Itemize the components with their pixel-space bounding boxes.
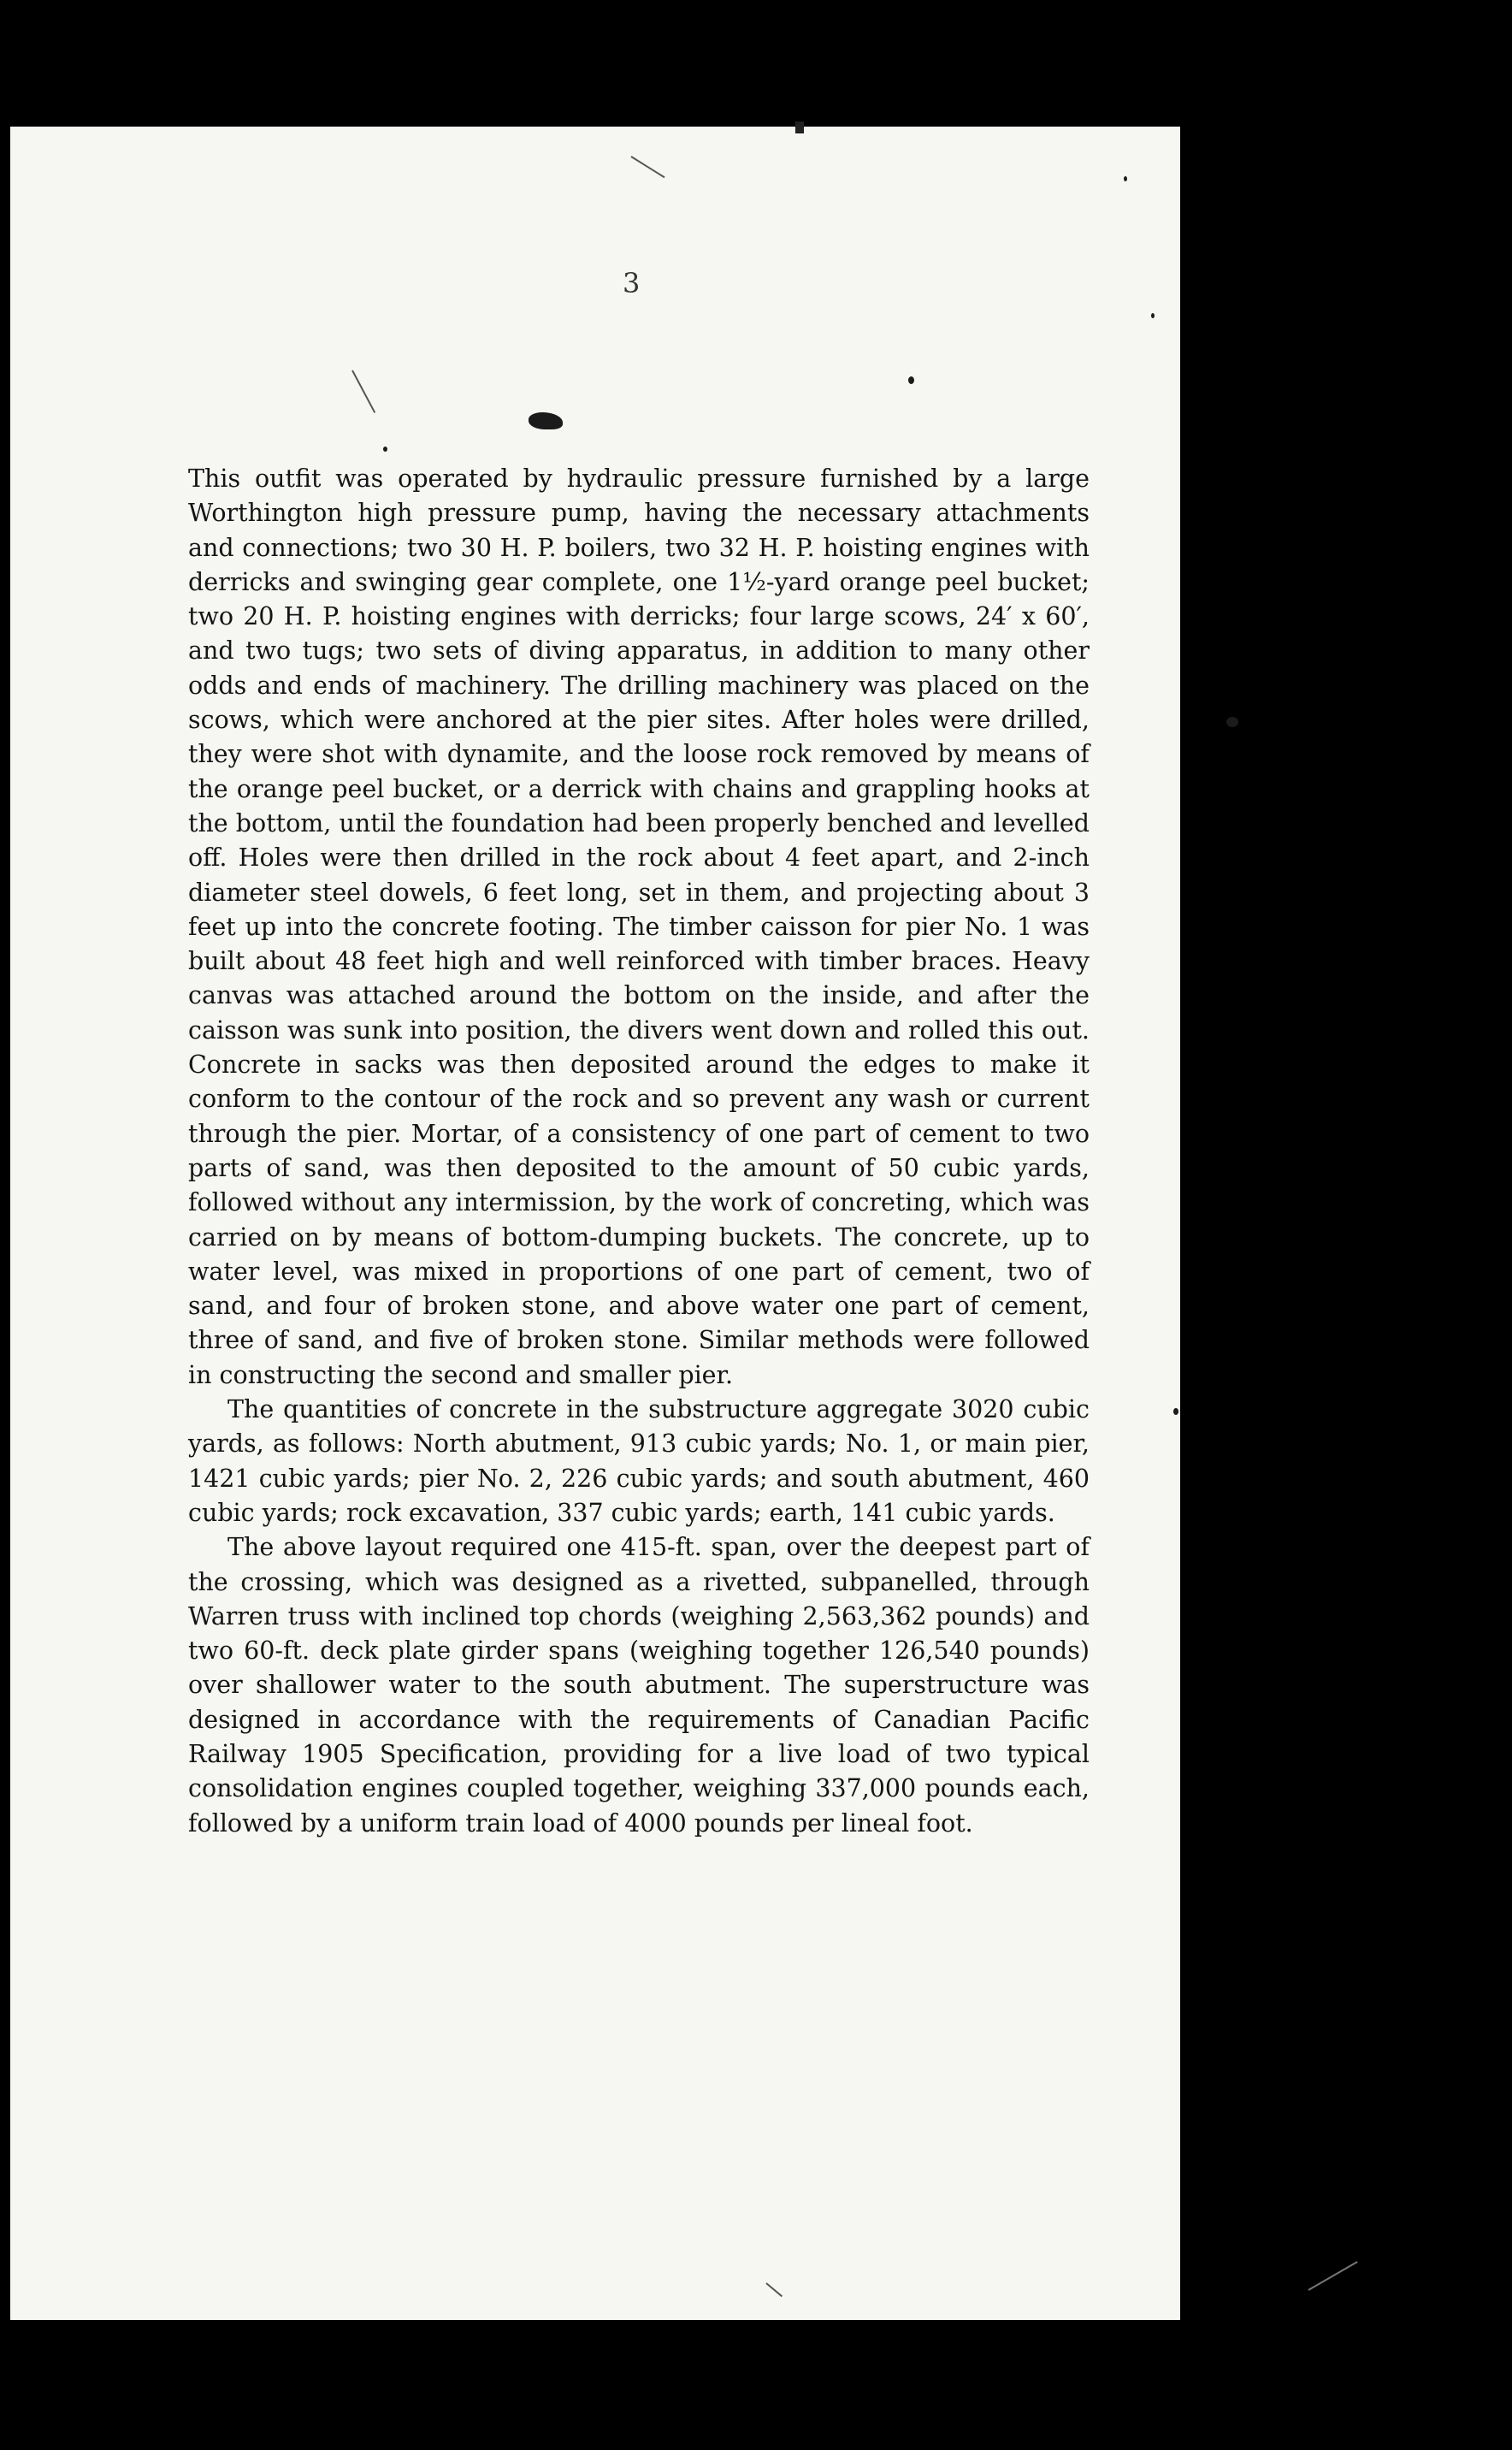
body-text [188,462,1090,1841]
ink-speck [1124,176,1127,181]
ink-speck [383,447,387,452]
scan-streak [1308,2261,1358,2291]
paragraph-concrete-quantities: The quantities of concrete in the substructure aggregate 3020 cubic yards, as follows: North abutment, 913 cubic yards; No. 1, or main pier, 1421 cubic yards; pier No. 2, 226 cubic yards; and south abutment, 460 cubic yards; rock excavation, 337 cubic yards; earth, 141 cubic yards. [188,1395,1090,1527]
paragraph-superstructure-design: The above layout required one 415-ft. span, over the deepest part of the crossing, which was designed as a rivetted, subpanelled, through Warren truss with inclined top chords (weighing 2,563,362 pounds) and two 60-ft. deck plate girder spans (weighing together 126,540 pounds) over shallower water to the south abutment. The superstructure was designed in accordance with the requirements of Canadian Pacific Railway 1905 Specification, providing for a live load of two typical consolidation engines coupled together, weighing 337,000 pounds each, followed by a uniform train load of 4000 pounds per lineal foot. [188,1533,1090,1838]
page-number: 3 [623,267,641,299]
ink-speck [1226,717,1238,727]
paragraph-caisson-construction: This outfit was operated by hydraulic pressure furnished by a large Worthington high pressure pump, having the necessary attachments and connections; two 30 H. P. boilers, two 32 H. P. hoisting engines with derricks and swinging gear complete, one 1½-yard orange peel bucket; two 20 H. P. hoisting engines with derricks; four large scows, 24′ x 60′, and two tugs; two sets of diving apparatus, in addition to many other odds and ends of machinery. The drilling machinery was placed on the scows, which were anchored at the pier sites. After holes were drilled, they were shot with dynamite, and the loose rock removed by means of the orange peel bucket, or a derrick with chains and grappling hooks at the bottom, until the foundation had been properly benched and levelled off. Holes were then drilled in the rock about 4 feet apart, and 2-inch diameter steel dowels, 6 feet long, set in them, and projecting about 3 feet up into the concrete footing. The timber caisson for pier No. 1 was built about 48 feet high and well reinforced with timber braces. Heavy canvas was attached around the bottom on the inside, and after the caisson was sunk into position, the divers went down and rolled this out. Concrete in sacks was then deposited around the edges to make it conform to the contour of the rock and so prevent any wash or current through the pier. Mortar, of a consistency of one part of cement to two parts of sand, was then deposited to the amount of 50 cubic yards, followed without any intermission, by the work of concreting, which was carried on by means of bottom-dumping buckets. The concrete, up to water level, was mixed in proportions of one part of cement, two of sand, and four of broken stone, and above water one part of cement, three of sand, and five of broken stone. Similar methods were followed in constructing the second and smaller pier. [188,465,1090,1389]
ink-speck [908,376,914,384]
ink-speck [1173,1408,1178,1415]
ink-speck [1151,313,1155,318]
top-edge-mark [795,121,804,133]
